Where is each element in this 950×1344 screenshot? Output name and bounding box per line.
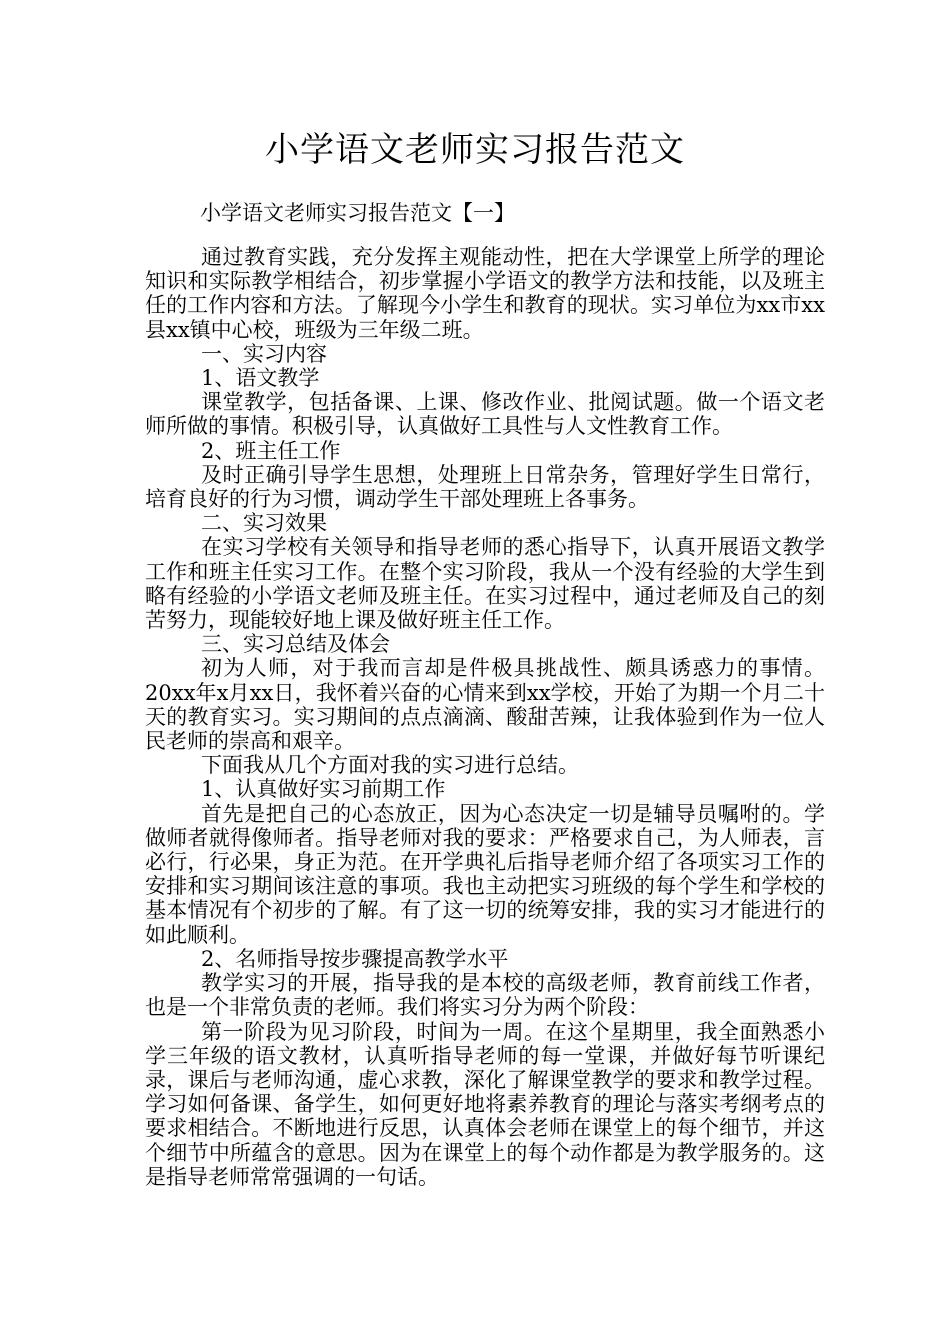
paragraph: 在实习学校有关领导和指导老师的悉心指导下，认真开展语文教学工作和班主任实习工作。在整个实习阶段，我从一个没有经验的大学生到略有经验的小学语文老师及班主任。在实习过程中，通过老师及自己的刻苦努力，现能较好地上课及做好班主任工作。 [145,535,825,633]
subsection-heading: 2、名师指导按步骤提高教学水平 [201,946,509,971]
paragraph: 课堂教学，包括备课、上课、修改作业、批阅试题。做一个语文老师所做的事情。积极引导，认真做好工具性与人文性教育工作。 [145,390,825,439]
paragraph: 第一阶段为见习阶段，时间为一周。在这个星期里，我全面熟悉小学三年级的语文教材，认真听指导老师的每一堂课，并做好每节听课纪录，课后与老师沟通，虚心求教，深化了解课堂教学的要求和教学过程。学习如何备课、备学生，如何更好地将素养教育的理论与落实考纲考点的要求相结合。不断地进行反思，认真体会老师在课堂上的每个细节，并这个细节中所蕴含的意思。因为在课堂上的每个动作都是为教学服务的。这是指导老师常常强调的一句话。 [145,1019,825,1189]
subsection-heading: 1、语文教学 [201,366,320,391]
paragraph: 及时正确引导学生思想，处理班上日常杂务，管理好学生日常行，培育良好的行为习惯，调动学生干部处理班上各事务。 [145,462,825,512]
section-heading: 一、实习内容 [201,341,327,366]
subsection-heading: 2、班主任工作 [201,438,341,463]
document-subtitle: 小学语文老师实习报告范文【一】 [200,201,515,225]
paragraph: 教学实习的开展，指导我的是本校的高级老师，教育前线工作者，也是一个非常负责的老师。我们将实习分为两个阶段： [145,971,825,1020]
document-body [145,245,825,1189]
paragraph: 首先是把自己的心态放正，因为心态决定一切是辅导员嘱咐的。学做师者就得像师者。指导老师对我的要求：严格要求自己，为人师表，言必行，行必果，身正为范。在开学典礼后指导老师介绍了各项实习工作的安排和实习期间该注意的事项。我也主动把实习班级的每个学生和学校的基本情况有个初步的了解。有了这一切的统筹安排，我的实习才能进行的如此顺利。 [145,801,825,947]
paragraph: 下面我从几个方面对我的实习进行总结。 [201,753,579,778]
section-heading: 三、实习总结及体会 [201,632,390,657]
paragraph: 初为人师，对于我而言却是件极具挑战性、颇具诱惑力的事情。20xx年x月xx日，我怀着兴奋的心情来到xx学校，开始了为期一个月二十天的教育实习。实习期间的点点滴滴、酸甜苦辣，让我体验到作为一位人民老师的崇高和艰辛。 [145,656,825,754]
document-title: 小学语文老师实习报告范文 [265,130,685,170]
section-heading: 二、实习效果 [201,511,327,536]
subsection-heading: 1、认真做好实习前期工作 [201,777,446,802]
paragraph: 通过教育实践，充分发挥主观能动性，把在大学课堂上所学的理论知识和实际教学相结合，初步掌握小学语文的教学方法和技能，以及班主任的工作内容和方法。了解现今小学生和教育的现状。实习单位为xx市xx县xx镇中心校，班级为三年级二班。 [145,245,825,342]
